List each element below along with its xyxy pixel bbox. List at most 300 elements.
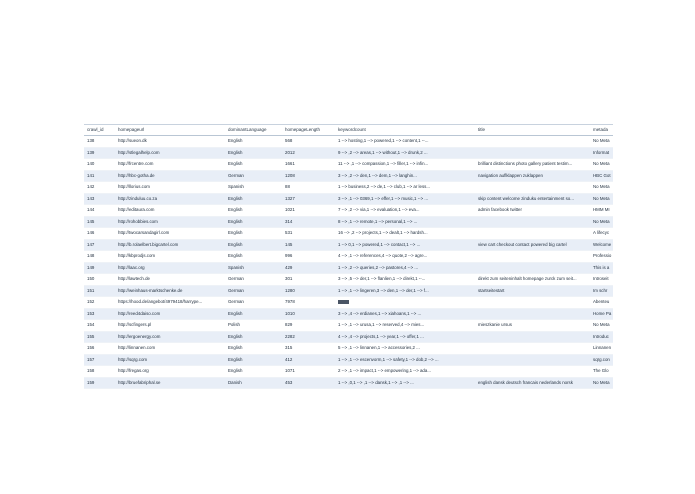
- cell-text: English: [228, 333, 243, 339]
- cell-text: German: [228, 172, 244, 178]
- cell-text: http://laac.org: [118, 264, 145, 270]
- cell-crawl-id[interactable]: [84, 193, 115, 205]
- cell-text: 150: [87, 276, 95, 282]
- cell-crawl-id[interactable]: [84, 216, 115, 228]
- cell-crawl-id[interactable]: [84, 320, 115, 332]
- cell-homepage-length[interactable]: [282, 297, 335, 309]
- cell-keyword-count[interactable]: [335, 285, 475, 297]
- table-row[interactable]: [84, 205, 613, 217]
- cell-text: No Meta: [593, 218, 610, 224]
- cell-text: http://editaura.com: [118, 207, 155, 213]
- cell-homepage-url[interactable]: [115, 193, 225, 205]
- cell-metadata[interactable]: [590, 343, 613, 355]
- cell-text: mieszkanie ursus: [478, 322, 512, 328]
- cell-text: Introduc: [593, 333, 609, 339]
- cell-selection-badge: xxx: [338, 300, 349, 304]
- cell-metadata[interactable]: [590, 366, 613, 378]
- cell-homepage-url[interactable]: [115, 297, 225, 309]
- cell-text: http://hbc-gotha.de: [118, 172, 155, 178]
- cell-text: 153: [87, 310, 95, 316]
- cell-homepage-url[interactable]: [115, 377, 225, 389]
- cell-homepage-url[interactable]: [115, 274, 225, 286]
- cell-dominant-language[interactable]: [225, 216, 282, 228]
- cell-title[interactable]: [475, 228, 590, 240]
- cell-text: 2 --> ,1 --> impact,1 --> empowering,1 --> ada...: [338, 368, 431, 374]
- cell-text: English: [228, 253, 243, 259]
- cell-title[interactable]: [475, 377, 590, 389]
- table-row[interactable]: [84, 170, 613, 182]
- cell-text: 3 --> ,4 --> erdianes,1 --> xiahoans,1 --> ...: [338, 310, 422, 316]
- table-row[interactable]: [84, 193, 613, 205]
- cell-crawl-id[interactable]: [84, 170, 115, 182]
- cell-dominant-language[interactable]: [225, 251, 282, 263]
- cell-text: 149: [87, 264, 95, 270]
- cell-text: http://sqrg.com: [118, 356, 148, 362]
- cell-text: The Glo: [593, 368, 609, 374]
- cell-text: 4 --> ,4 --> projects,1 --> year,1 --> offer,1 ...: [338, 333, 424, 339]
- table-header: [84, 125, 613, 136]
- cell-homepage-length[interactable]: [282, 331, 335, 343]
- cell-metadata[interactable]: [590, 136, 613, 148]
- cell-text: 143: [87, 195, 95, 201]
- cell-homepage-url[interactable]: [115, 262, 225, 274]
- cell-keyword-count[interactable]: [335, 297, 475, 309]
- cell-text: 996: [285, 253, 293, 259]
- cell-title[interactable]: [475, 354, 590, 366]
- cell-homepage-length[interactable]: [282, 216, 335, 228]
- cell-dominant-language[interactable]: [225, 147, 282, 159]
- cell-dominant-language[interactable]: [225, 354, 282, 366]
- cell-crawl-id[interactable]: [84, 182, 115, 194]
- cell-text: https://hood.de/angebot/4979418/harrype...: [118, 299, 203, 305]
- cell-text: Informat: [593, 149, 610, 155]
- cell-title[interactable]: [475, 274, 590, 286]
- cell-homepage-url[interactable]: [115, 136, 225, 148]
- cell-metadata[interactable]: [590, 354, 613, 366]
- cell-homepage-url[interactable]: [115, 320, 225, 332]
- cell-text: Home Pa: [593, 310, 612, 316]
- cell-homepage-url[interactable]: [115, 285, 225, 297]
- cell-metadata[interactable]: [590, 159, 613, 171]
- cell-text: English: [228, 356, 243, 362]
- cell-text: 154: [87, 322, 95, 328]
- cell-homepage-length[interactable]: [282, 366, 335, 378]
- cell-keyword-count[interactable]: [335, 239, 475, 251]
- cell-text: 531: [285, 230, 293, 236]
- cell-crawl-id[interactable]: [84, 159, 115, 171]
- table-row[interactable]: [84, 377, 613, 389]
- cell-homepage-length[interactable]: [282, 251, 335, 263]
- table-row[interactable]: [84, 228, 613, 240]
- cell-dominant-language[interactable]: [225, 366, 282, 378]
- cell-crawl-id[interactable]: [84, 147, 115, 159]
- cell-text: 159: [87, 379, 95, 385]
- cell-keyword-count[interactable]: [335, 308, 475, 320]
- table-row[interactable]: [84, 239, 613, 251]
- cell-text: No Meta: [593, 138, 610, 144]
- cell-text: http://kbprodjs.com: [118, 253, 156, 259]
- table-row[interactable]: [84, 216, 613, 228]
- cell-dominant-language[interactable]: [225, 308, 282, 320]
- cell-title[interactable]: [475, 239, 590, 251]
- cell-text: 156: [87, 345, 95, 351]
- cell-text: 7 --> ,2 --> via,1 --> evaluation,1 --> eva...: [338, 207, 420, 213]
- cell-dominant-language[interactable]: [225, 262, 282, 274]
- cell-text: 145: [87, 218, 95, 224]
- cell-text: Abenteu: [593, 299, 610, 305]
- cell-title[interactable]: [475, 262, 590, 274]
- cell-keyword-count[interactable]: [335, 354, 475, 366]
- cell-title[interactable]: [475, 159, 590, 171]
- cell-text: No Meta: [593, 184, 610, 190]
- cell-text: 2282: [285, 333, 295, 339]
- cell-text: German: [228, 287, 244, 293]
- cell-text: 88: [285, 184, 290, 190]
- cell-text: http://bruefabriphal.se: [118, 379, 161, 385]
- cell-crawl-id[interactable]: [84, 228, 115, 240]
- cell-homepage-url[interactable]: [115, 366, 225, 378]
- cell-crawl-id[interactable]: [84, 366, 115, 378]
- cell-homepage-url[interactable]: [115, 147, 225, 159]
- cell-text: Polish: [228, 322, 240, 328]
- cell-keyword-count[interactable]: [335, 147, 475, 159]
- cell-text: No Meta: [593, 379, 610, 385]
- cell-text: 3 --> ,1 --> 0369,1 --> effer,1 --> music,1 --> ...: [338, 195, 429, 201]
- cell-crawl-id[interactable]: [84, 136, 115, 148]
- column-header-homepage-length[interactable]: homepageLength: [282, 125, 335, 136]
- cell-title[interactable]: [475, 216, 590, 228]
- cell-text: 2012: [285, 149, 295, 155]
- cell-homepage-url[interactable]: [115, 331, 225, 343]
- cell-text: 453: [285, 379, 293, 385]
- cell-crawl-id[interactable]: [84, 251, 115, 263]
- cell-keyword-count[interactable]: [335, 274, 475, 286]
- cell-homepage-url[interactable]: [115, 239, 225, 251]
- cell-keyword-count[interactable]: [335, 251, 475, 263]
- table-row[interactable]: [84, 251, 613, 263]
- cell-title[interactable]: [475, 136, 590, 148]
- cell-text: 140: [87, 161, 95, 167]
- cell-dominant-language[interactable]: [225, 205, 282, 217]
- cell-title[interactable]: [475, 182, 590, 194]
- cell-metadata[interactable]: [590, 331, 613, 343]
- cell-text: 1 --> ,1 --> lingeren,3 --> den,1 --> der,1 --> f...: [338, 287, 429, 293]
- cell-text: 7978: [285, 299, 295, 305]
- cell-metadata[interactable]: [590, 285, 613, 297]
- cell-crawl-id[interactable]: [84, 308, 115, 320]
- cell-title[interactable]: [475, 285, 590, 297]
- table-row[interactable]: [84, 147, 613, 159]
- cell-homepage-length[interactable]: [282, 239, 335, 251]
- cell-keyword-count[interactable]: [335, 205, 475, 217]
- cell-homepage-url[interactable]: [115, 216, 225, 228]
- cell-text: 1 --> ,2 --> queries,2 --> pastores,4 --> ...: [338, 264, 419, 270]
- cell-metadata[interactable]: [590, 239, 613, 251]
- cell-text: This is a: [593, 264, 610, 270]
- cell-keyword-count[interactable]: [335, 228, 475, 240]
- cell-text: 1661: [285, 161, 295, 167]
- table-row[interactable]: [84, 308, 613, 320]
- cell-text: 1071: [285, 368, 295, 374]
- cell-text: http://ergoenergy.com: [118, 333, 161, 339]
- cell-crawl-id[interactable]: [84, 285, 115, 297]
- cell-dominant-language[interactable]: [225, 159, 282, 171]
- cell-metadata[interactable]: [590, 308, 613, 320]
- cell-metadata[interactable]: [590, 182, 613, 194]
- cell-title[interactable]: [475, 366, 590, 378]
- cell-text: http://twocarsandagirl.com: [118, 230, 170, 236]
- cell-crawl-id[interactable]: [84, 274, 115, 286]
- cell-text: http://stlegalhelp.com: [118, 149, 160, 155]
- cell-metadata[interactable]: [590, 170, 613, 182]
- cell-text: 1 --> business,2 --> de,1 --> club,1 --> ar less...: [338, 184, 430, 190]
- cell-metadata[interactable]: [590, 262, 613, 274]
- cell-text: Spanish: [228, 184, 244, 190]
- cell-text: 146: [87, 230, 95, 236]
- cell-text: English: [228, 218, 243, 224]
- cell-dominant-language[interactable]: [225, 228, 282, 240]
- cell-text: A lifecyc: [593, 230, 610, 236]
- cell-text: 1280: [285, 287, 295, 293]
- cell-keyword-count[interactable]: [335, 193, 475, 205]
- cell-homepage-length[interactable]: [282, 182, 335, 194]
- cell-text: English: [228, 149, 243, 155]
- cell-text: English: [228, 230, 243, 236]
- cell-title[interactable]: [475, 170, 590, 182]
- cell-title[interactable]: [475, 297, 590, 309]
- cell-keyword-count[interactable]: [335, 159, 475, 171]
- cell-dominant-language[interactable]: [225, 182, 282, 194]
- cell-homepage-url[interactable]: [115, 343, 225, 355]
- cell-text: 1021: [285, 207, 295, 213]
- cell-title[interactable]: [475, 147, 590, 159]
- cell-homepage-url[interactable]: [115, 182, 225, 194]
- cell-text: 138: [87, 138, 95, 144]
- cell-title[interactable]: [475, 205, 590, 217]
- cell-dominant-language[interactable]: [225, 285, 282, 297]
- table-row[interactable]: [84, 354, 613, 366]
- table-row[interactable]: [84, 285, 613, 297]
- cell-text: 1208: [285, 172, 295, 178]
- cell-text: 1010: [285, 310, 295, 316]
- column-header-keyword-count[interactable]: keywordcount: [335, 125, 475, 136]
- cell-text: 151: [87, 287, 95, 293]
- cell-text: English: [228, 195, 243, 201]
- table-row[interactable]: [84, 343, 613, 355]
- data-grid-container[interactable]: [84, 124, 613, 385]
- cell-dominant-language[interactable]: [225, 297, 282, 309]
- cell-text: 1 --> hosting,1 --> powered,1 --> content,1 --...: [338, 138, 429, 144]
- table-row[interactable]: [84, 366, 613, 378]
- cell-crawl-id[interactable]: [84, 205, 115, 217]
- cell-title[interactable]: [475, 331, 590, 343]
- cell-homepage-url[interactable]: [115, 251, 225, 263]
- cell-dominant-language[interactable]: [225, 274, 282, 286]
- cell-text: startseitestart: [478, 287, 505, 293]
- cell-text: 412: [285, 356, 293, 362]
- cell-text: http://weinhaus-marktschenke.de: [118, 287, 183, 293]
- cell-text: German: [228, 276, 244, 282]
- column-header-dominant-language[interactable]: dominantLanguage: [225, 125, 282, 136]
- cell-crawl-id[interactable]: [84, 343, 115, 355]
- cell-dominant-language[interactable]: [225, 170, 282, 182]
- cell-dominant-language[interactable]: [225, 343, 282, 355]
- cell-text: Linnanen: [593, 345, 612, 351]
- cell-metadata[interactable]: [590, 193, 613, 205]
- cell-text: HMM MI: [593, 207, 610, 213]
- cell-homepage-length[interactable]: [282, 170, 335, 182]
- cell-crawl-id[interactable]: [84, 377, 115, 389]
- cell-homepage-length[interactable]: [282, 159, 335, 171]
- cell-crawl-id[interactable]: [84, 354, 115, 366]
- cell-title[interactable]: [475, 308, 590, 320]
- cell-text: HBC Got: [593, 172, 611, 178]
- cell-homepage-length[interactable]: [282, 343, 335, 355]
- cell-text: 144: [87, 207, 95, 213]
- cell-text: English: [228, 207, 243, 213]
- cell-metadata[interactable]: [590, 205, 613, 217]
- cell-homepage-url[interactable]: [115, 205, 225, 217]
- cell-homepage-url[interactable]: [115, 170, 225, 182]
- cell-text: 16 --> ,2 --> projects,1 --> dealt,1 --> hardsh...: [338, 230, 428, 236]
- cell-text: http://b.rolaelbert.bigcartel.com: [118, 241, 179, 247]
- cell-text: 147: [87, 241, 95, 247]
- cell-text: English: [228, 138, 243, 144]
- cell-dominant-language[interactable]: [225, 193, 282, 205]
- cell-dominant-language[interactable]: [225, 239, 282, 251]
- cell-metadata[interactable]: [590, 216, 613, 228]
- column-header-homepage-url[interactable]: homepageurl: [115, 125, 225, 136]
- cell-dominant-language[interactable]: [225, 331, 282, 343]
- table-row[interactable]: [84, 331, 613, 343]
- cell-crawl-id[interactable]: [84, 297, 115, 309]
- cell-homepage-url[interactable]: [115, 308, 225, 320]
- cell-text: Im schr: [593, 287, 608, 293]
- cell-text: sqrg.con: [593, 356, 610, 362]
- cell-dominant-language[interactable]: [225, 136, 282, 148]
- cell-title[interactable]: [475, 320, 590, 332]
- cell-metadata[interactable]: [590, 320, 613, 332]
- cell-metadata[interactable]: [590, 297, 613, 309]
- cell-text: 141: [87, 172, 95, 178]
- cell-keyword-count[interactable]: [335, 320, 475, 332]
- cell-keyword-count[interactable]: [335, 377, 475, 389]
- cell-text: No Meta: [593, 322, 610, 328]
- cell-text: 9 --> ,2 --> areas,1 --> without,1 --> drunk,2 ...: [338, 149, 428, 155]
- cell-text: Introseit: [593, 276, 609, 282]
- cell-keyword-count[interactable]: [335, 182, 475, 194]
- cell-text: Professio: [593, 253, 612, 259]
- table-row[interactable]: [84, 320, 613, 332]
- cell-homepage-length[interactable]: [282, 354, 335, 366]
- cell-text: direkt zum seiteninhalt homepage zurck zum seit...: [478, 276, 577, 282]
- cell-text: 829: [285, 322, 293, 328]
- cell-homepage-url[interactable]: [115, 228, 225, 240]
- cell-homepage-length[interactable]: [282, 274, 335, 286]
- cell-text: 8 --> ,1 --> remote,1 --> personal,1 --> ...: [338, 218, 418, 224]
- cell-text: No Meta: [593, 195, 610, 201]
- cell-crawl-id[interactable]: [84, 262, 115, 274]
- cell-text: 11 --> ,1 --> compassion,1 --> filler,1 --> infin...: [338, 161, 429, 167]
- table-row[interactable]: [84, 159, 613, 171]
- cell-text: http://sueon.dk: [118, 138, 147, 144]
- cell-keyword-count[interactable]: [335, 331, 475, 343]
- cell-text: 1 --> ,1 --> escenvorm,1 --> safety,1 --> dob,2 --> ...: [338, 356, 439, 362]
- cell-text: 3 --> ,2 --> den,1 --> dem,1 --> langhin...: [338, 172, 417, 178]
- cell-homepage-url[interactable]: [115, 159, 225, 171]
- cell-text: 1 --> ,1 --> urusa,1 --> reserved,4 --> mies...: [338, 322, 425, 328]
- table-row[interactable]: [84, 262, 613, 274]
- table-row[interactable]: [84, 182, 613, 194]
- cell-metadata[interactable]: [590, 274, 613, 286]
- cell-title[interactable]: [475, 251, 590, 263]
- cell-homepage-length[interactable]: [282, 136, 335, 148]
- table-row[interactable]: [84, 136, 613, 148]
- cell-homepage-length[interactable]: [282, 228, 335, 240]
- cell-homepage-length[interactable]: [282, 320, 335, 332]
- cell-crawl-id[interactable]: [84, 331, 115, 343]
- cell-text: navigation auflklappen zuklappen: [478, 172, 543, 178]
- cell-homepage-length[interactable]: [282, 308, 335, 320]
- cell-text: 314: [285, 218, 293, 224]
- table-row[interactable]: [84, 297, 613, 309]
- cell-title[interactable]: [475, 343, 590, 355]
- cell-homepage-url[interactable]: [115, 354, 225, 366]
- cell-text: 301: [285, 276, 293, 282]
- table-row[interactable]: [84, 274, 613, 286]
- cell-text: Danish: [228, 379, 242, 385]
- cell-crawl-id[interactable]: [84, 239, 115, 251]
- cell-text: 152: [87, 299, 95, 305]
- cell-text: http://lawtech.de: [118, 276, 150, 282]
- cell-dominant-language[interactable]: [225, 377, 282, 389]
- cell-text: http://rohobbies.com: [118, 218, 158, 224]
- cell-text: admin facebook twitter: [478, 207, 522, 213]
- cell-metadata[interactable]: [590, 377, 613, 389]
- cell-metadata[interactable]: [590, 147, 613, 159]
- crawl-results-table: [84, 125, 613, 389]
- cell-homepage-length[interactable]: [282, 193, 335, 205]
- cell-text: 1 --> ,0,1 --> ,1 --> dansk,1 --> ,1 --> ...: [338, 379, 414, 385]
- cell-homepage-length[interactable]: [282, 285, 335, 297]
- cell-text: http://reed4daiso.com: [118, 310, 161, 316]
- cell-homepage-length[interactable]: [282, 377, 335, 389]
- cell-homepage-length[interactable]: [282, 205, 335, 217]
- column-header-crawl-id[interactable]: crawl_id: [84, 125, 115, 136]
- cell-keyword-count[interactable]: [335, 216, 475, 228]
- cell-keyword-count[interactable]: [335, 366, 475, 378]
- column-header-metadata[interactable]: metada: [590, 125, 613, 136]
- cell-homepage-length[interactable]: [282, 262, 335, 274]
- cell-keyword-count[interactable]: [335, 262, 475, 274]
- cell-keyword-count[interactable]: [335, 136, 475, 148]
- cell-dominant-language[interactable]: [225, 320, 282, 332]
- cell-homepage-length[interactable]: [282, 147, 335, 159]
- table-header-row: [84, 125, 613, 136]
- cell-text: 5 --> ,1 --> linnanen,1 --> accessories,2 ...: [338, 345, 420, 351]
- cell-keyword-count[interactable]: [335, 343, 475, 355]
- cell-keyword-count[interactable]: [335, 170, 475, 182]
- cell-text: view cart checkout contact powered big cartel: [478, 241, 567, 247]
- cell-text: 315: [285, 345, 293, 351]
- cell-text: http://linnanen.com: [118, 345, 156, 351]
- cell-title[interactable]: [475, 193, 590, 205]
- cell-text: 142: [87, 184, 95, 190]
- cell-text: English: [228, 310, 243, 316]
- cell-metadata[interactable]: [590, 228, 613, 240]
- column-header-title[interactable]: title: [475, 125, 590, 136]
- cell-metadata[interactable]: [590, 251, 613, 263]
